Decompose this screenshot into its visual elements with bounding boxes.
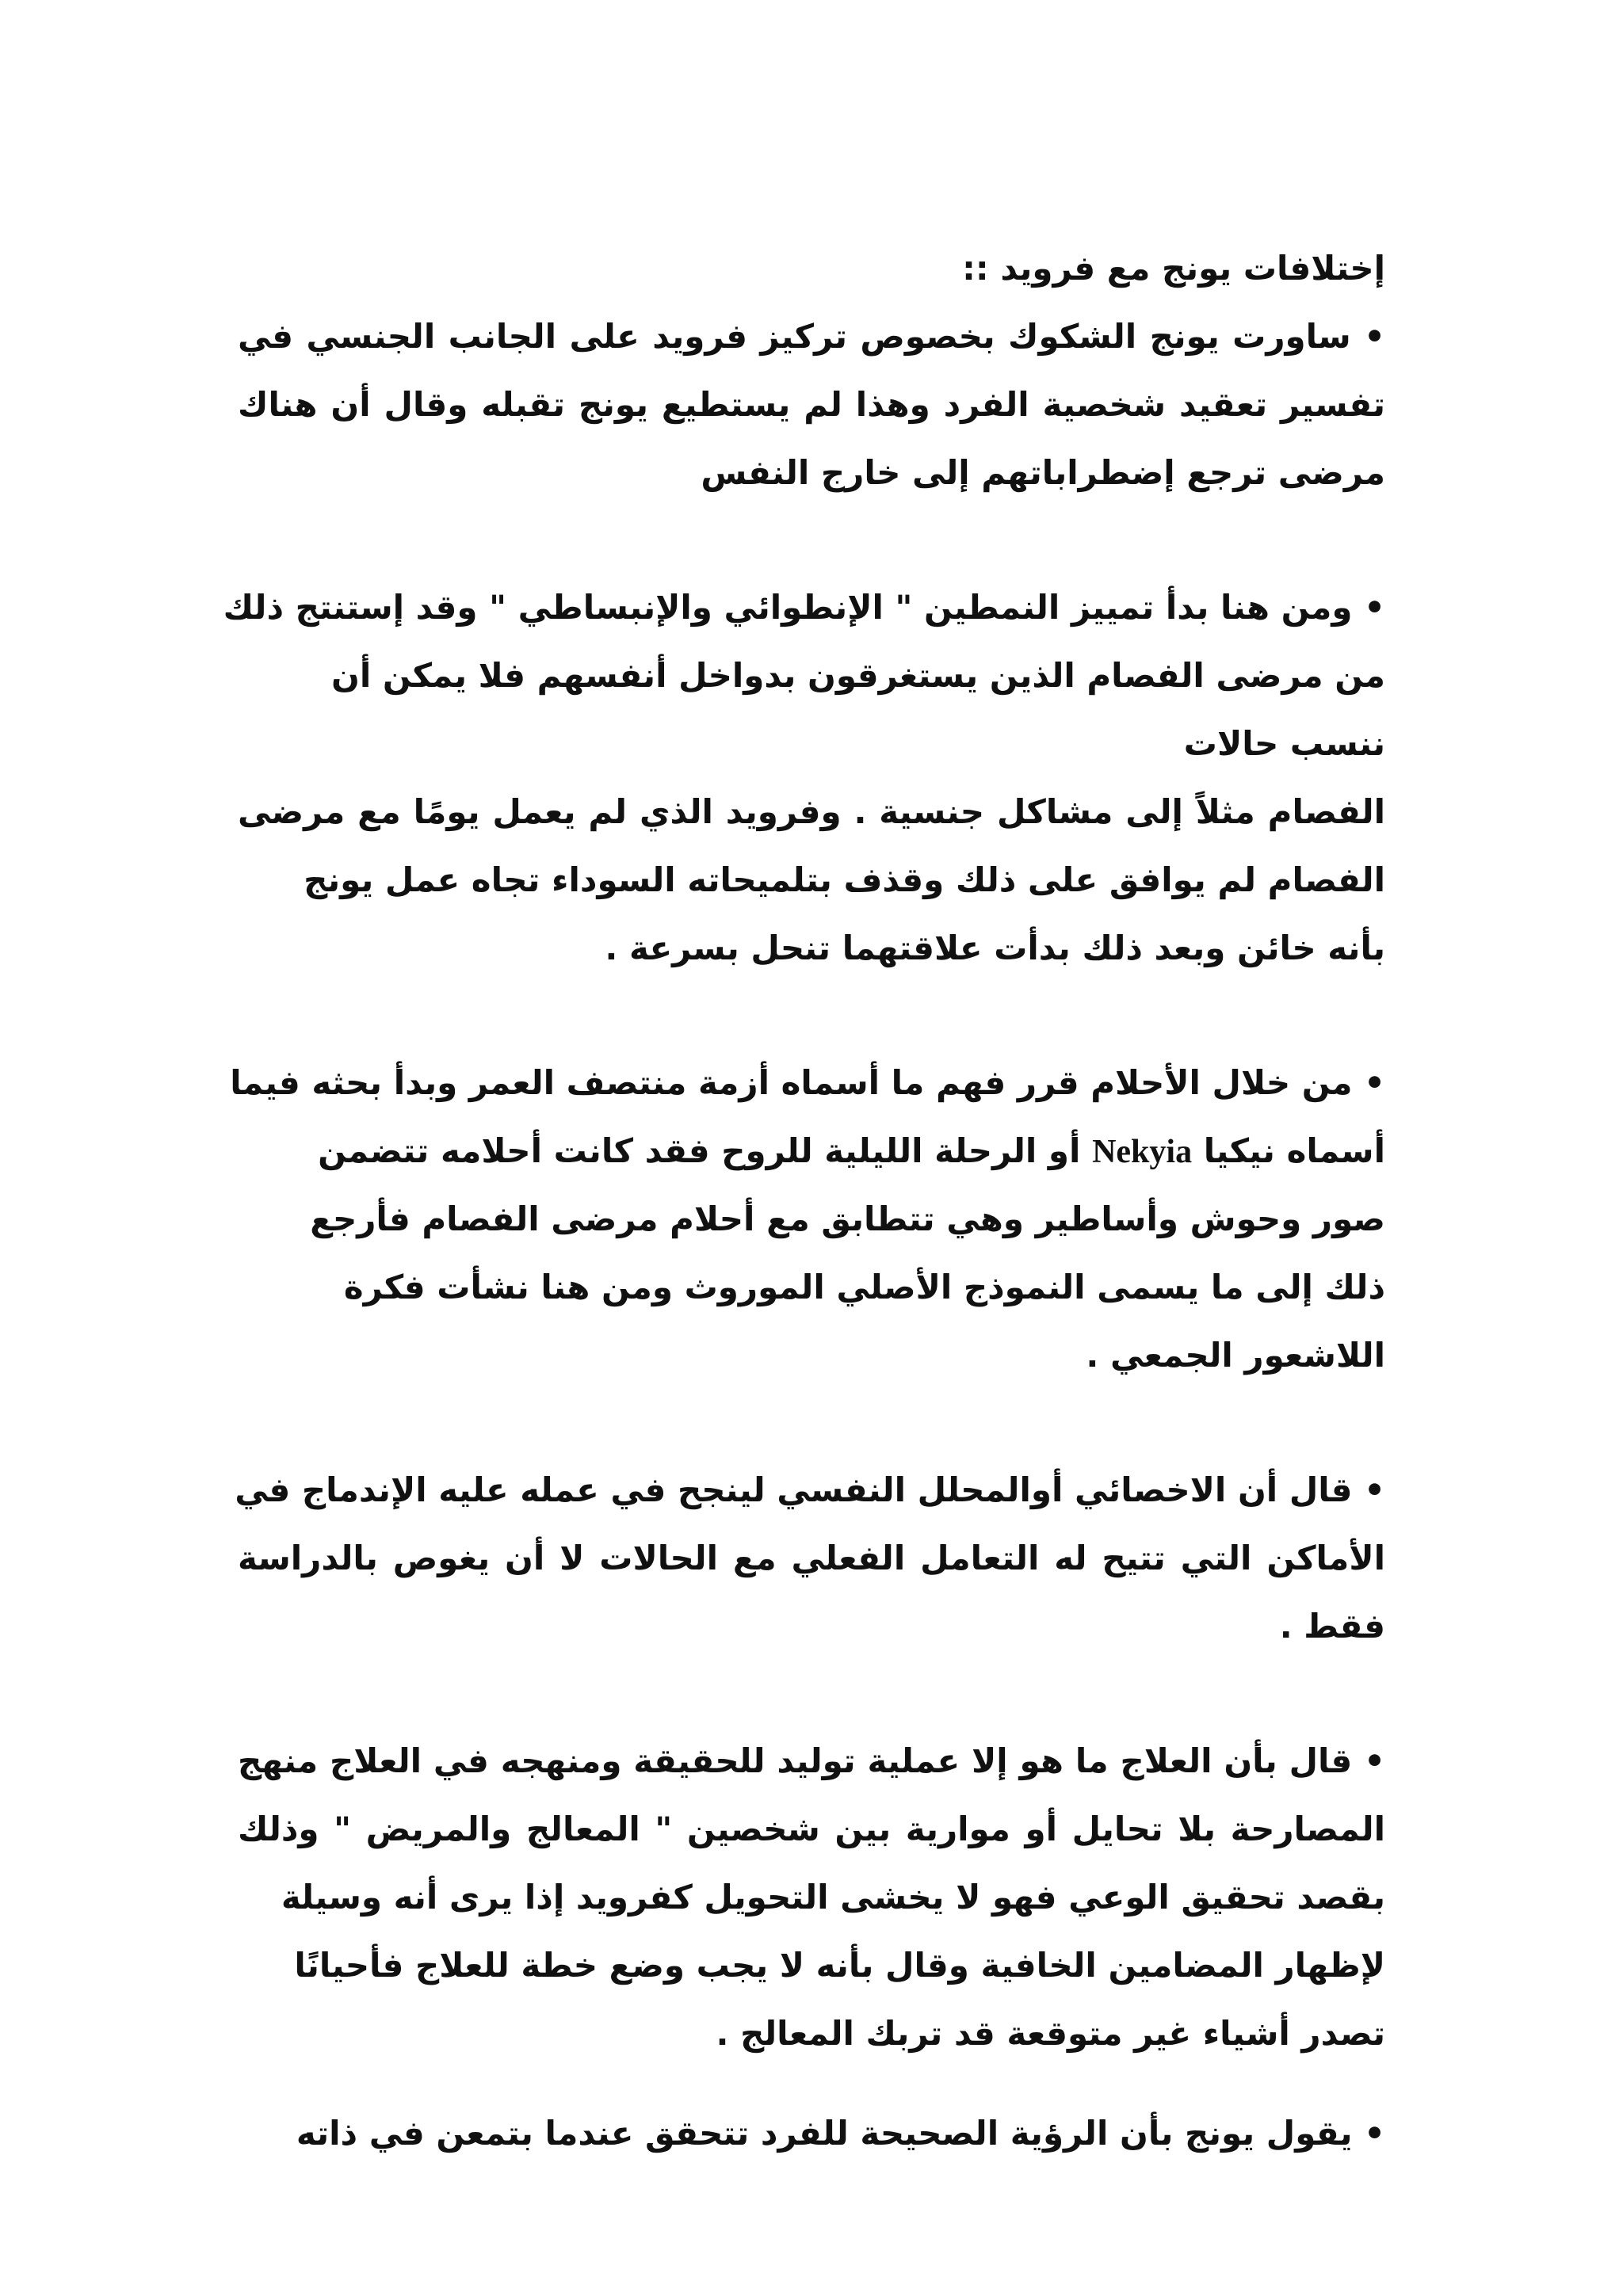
paragraph-line: • ومن هنا بدأ تمييز النمطين " الإنطوائي والإنبساطي " وقد إستنتج ذلك — [223, 588, 1385, 627]
paragraph-5 — [238, 1727, 1385, 2068]
paragraph-line: ننسب حالات — [1183, 724, 1385, 763]
document-body — [223, 235, 1385, 2168]
paragraph-line: الفصام لم يوافق على ذلك وقذف بتلميحاته السوداء تجاه عمل يونج — [304, 860, 1385, 899]
paragraph-line: من مرضى الفصام الذين يستغرقون بدواخل أنفسهم فلا يمكن أن — [331, 656, 1385, 695]
nekyia-prefix: أسماه نيكيا — [1203, 1131, 1385, 1170]
paragraph-line: ذلك إلى ما يسمى النموذج الأصلي الموروث ومن هنا نشأت فكرة — [343, 1268, 1385, 1306]
nekyia-suffix: أو الرحلة الليلية للروح فقد كانت أحلامه تتضمن — [318, 1131, 1081, 1170]
paragraph-line: اللاشعور الجمعي . — [1086, 1336, 1385, 1375]
paragraph-1 — [238, 303, 1385, 507]
paragraph-gap — [238, 1390, 1385, 1456]
paragraph-line: تصدر أشياء غير متوقعة قد تربك المعالج . — [716, 2014, 1385, 2053]
nekyia-latin-term: Nekyia — [1092, 1134, 1193, 1170]
paragraph-line: • يقول يونج بأن الرؤية الصحيحة للفرد تتحقق عندما بتمعن في ذاته — [296, 2114, 1385, 2153]
paragraph-gap — [238, 507, 1385, 574]
paragraph-line: المصارحة بلا تحايل أو موارية بين شخصين " المعالج والمريض " وذلك — [238, 1810, 1385, 1848]
paragraph-line: • قال بأن العلاج ما هو إلا عملية توليد للحقيقة ومنهجه في العلاج منهج — [238, 1741, 1385, 1780]
paragraph-4 — [235, 1456, 1385, 1661]
document-heading: إختلافات يونج مع فرويد :: — [962, 249, 1385, 288]
paragraph-line: تفسير تعقيد شخصية الفرد وهذا لم يستطيع يونج تقبله وقال أن هناك — [238, 385, 1385, 424]
paragraph-line: • من خلال الأحلام قرر فهم ما أسماه أزمة منتصف العمر وبدأ بحثه فيما — [230, 1063, 1385, 1102]
paragraph-line: بأنه خائن وبعد ذلك بدأت علاقتهما تنحل بسرعة . — [605, 929, 1385, 967]
paragraph-gap — [238, 1661, 1385, 1727]
paragraph-line: فقط . — [1279, 1607, 1385, 1646]
paragraph-line: • ساورت يونج الشكوك بخصوص تركيز فرويد على الجانب الجنسي في — [238, 317, 1385, 356]
paragraph-line — [238, 1117, 1385, 1185]
paragraph-3 — [230, 1049, 1385, 1390]
paragraph-line: الفصام مثلاً إلى مشاكل جنسية . وفرويد الذي لم يعمل يومًا مع مرضى — [238, 792, 1385, 831]
paragraph-2 — [223, 574, 1385, 982]
paragraph-line: بقصد تحقيق الوعي فهو لا يخشى التحويل كفرويد إذا يرى أنه وسيلة — [281, 1878, 1385, 1917]
paragraph-gap — [238, 2068, 1385, 2100]
paragraph-line: الأماكن التي تتيح له التعامل الفعلي مع الحالات لا أن يغوص بالدراسة — [238, 1539, 1385, 1577]
paragraph-line: مرضى ترجع إضطراباتهم إلى خارج النفس — [701, 453, 1385, 492]
paragraph-gap — [238, 982, 1385, 1049]
paragraph-6 — [238, 2100, 1385, 2168]
paragraph-line: • قال أن الاخصائي أوالمحلل النفسي لينجح في عمله عليه الإندماج في — [235, 1470, 1385, 1509]
paragraph-line: لإظهار المضامين الخافية وقال بأنه لا يجب وضع خطة للعلاج فأحيانًا — [294, 1946, 1385, 1985]
paragraph-line: صور وحوش وأساطير وهي تتطابق مع أحلام مرضى الفصام فأرجع — [310, 1199, 1385, 1238]
